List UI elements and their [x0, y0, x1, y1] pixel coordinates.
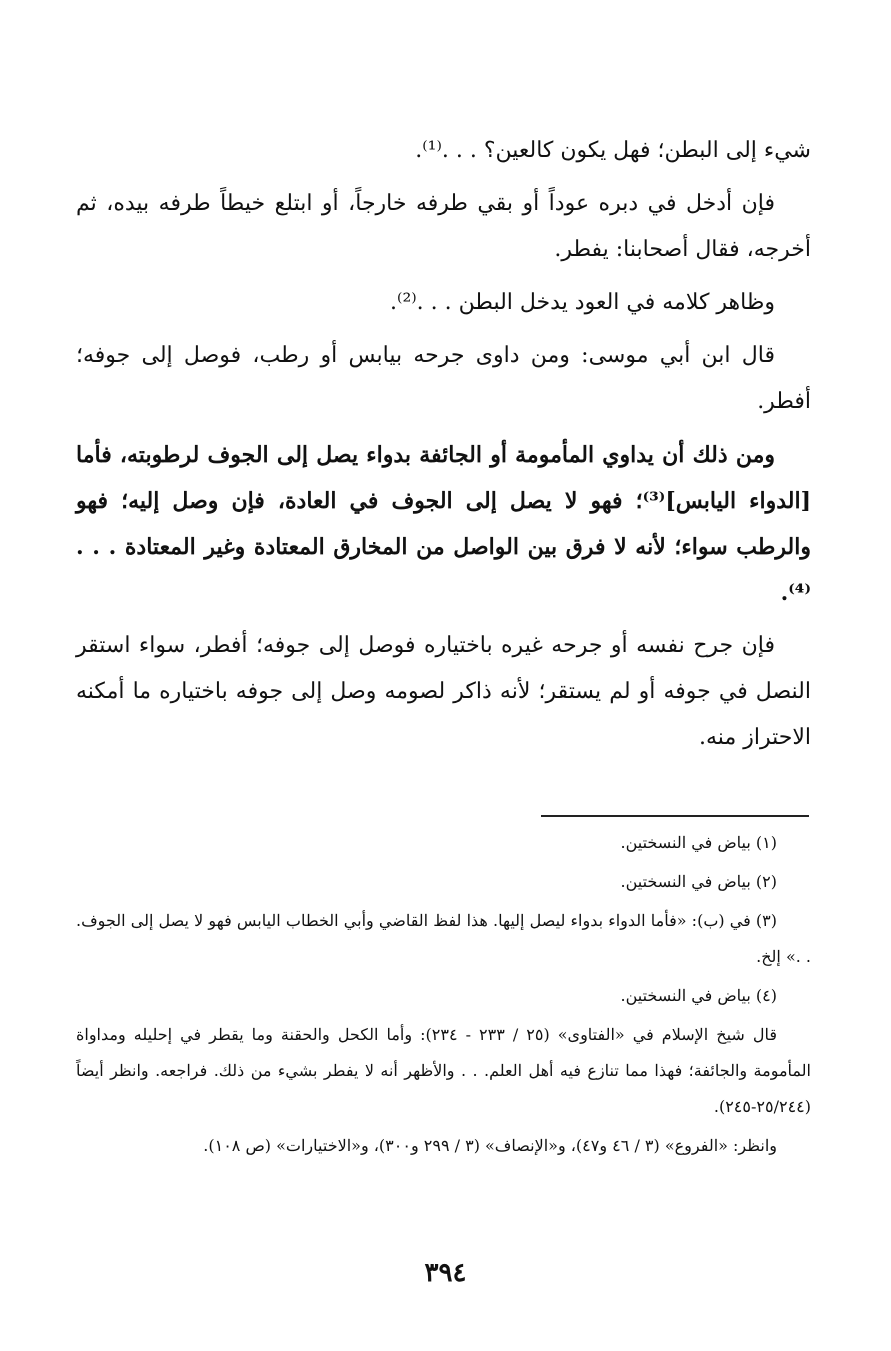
- paragraph-continuation: شيء إلى البطن؛ فهل يكون كالعين؟ . . .⁽¹⁾.: [415, 138, 811, 163]
- footnote-3: (٣) في (ب): «فأما الدواء بدواء ليصل إليها. هذا لفظ القاضي وأبي الخطاب اليابس فهو لا يصل إلى الجوف. . .» إلخ.: [76, 911, 811, 966]
- paragraph: وظاهر كلامه في العود يدخل البطن . . .⁽²⁾.: [390, 290, 775, 315]
- paragraph: فإن أدخل في دبره عوداً أو بقي طرفه خارجاً، أو ابتلع خيطاً طرفه بيده، ثم أخرجه، فقال أصحابنا: يفطر.: [76, 191, 811, 262]
- footnote-divider: [541, 815, 809, 817]
- page-number: ٣٩٤: [424, 1258, 467, 1288]
- footnote-1: (١) بياض في النسختين.: [620, 833, 777, 852]
- paragraph: فإن جرح نفسه أو جرحه غيره باختياره فوصل إلى جوفه؛ أفطر، سواء استقر النصل في جوفه أو لم يستقر؛ لأنه ذاكر لصومه وصل إلى جوفه باختياره ما أمكنه الاحتراز منه.: [76, 633, 811, 750]
- paragraph: قال ابن أبي موسى: ومن داوى جرحه بيابس أو رطب، فوصل إلى جوفه؛ أفطر.: [76, 343, 811, 414]
- footnote-note: قال شيخ الإسلام في «الفتاوى» (٢٥ / ٢٣٣ - ٢٣٤): وأما الكحل والحقنة وما يقطر في إحليله ومداواة المأمومة والجائفة؛ فهذا مما تنازع فيه أهل العلم. . . والأظهر أنه لا يفطر بشيء من ذلك. فراجعه. وانظر أيضاً (٢٥/٢٤٤-٢٤٥).: [76, 1025, 811, 1116]
- footnote-4: (٤) بياض في النسختين.: [620, 986, 777, 1005]
- main-text: [76, 128, 811, 768]
- paragraph-bold: ومن ذلك أن يداوي المأمومة أو الجائفة بدواء يصل إلى الجوف لرطوبته، فأما [الدواء اليابس]⁽³⁾؛ فهو لا يصل إلى الجوف في العادة، فإن وصل إليه؛ فهو والرطب سواء؛ لأنه لا فرق بين الواصل من المخارق المعتادة وغير المعتادة . . .⁽⁴⁾.: [76, 442, 811, 606]
- footnotes: [76, 825, 811, 1167]
- footnote-note: وانظر: «الفروع» (٣ / ٤٦ و٤٧)، و«الإنصاف» (٣ / ٢٩٩ و٣٠٠)، و«الاختيارات» (ص ١٠٨).: [203, 1136, 777, 1155]
- footnote-2: (٢) بياض في النسختين.: [620, 872, 777, 891]
